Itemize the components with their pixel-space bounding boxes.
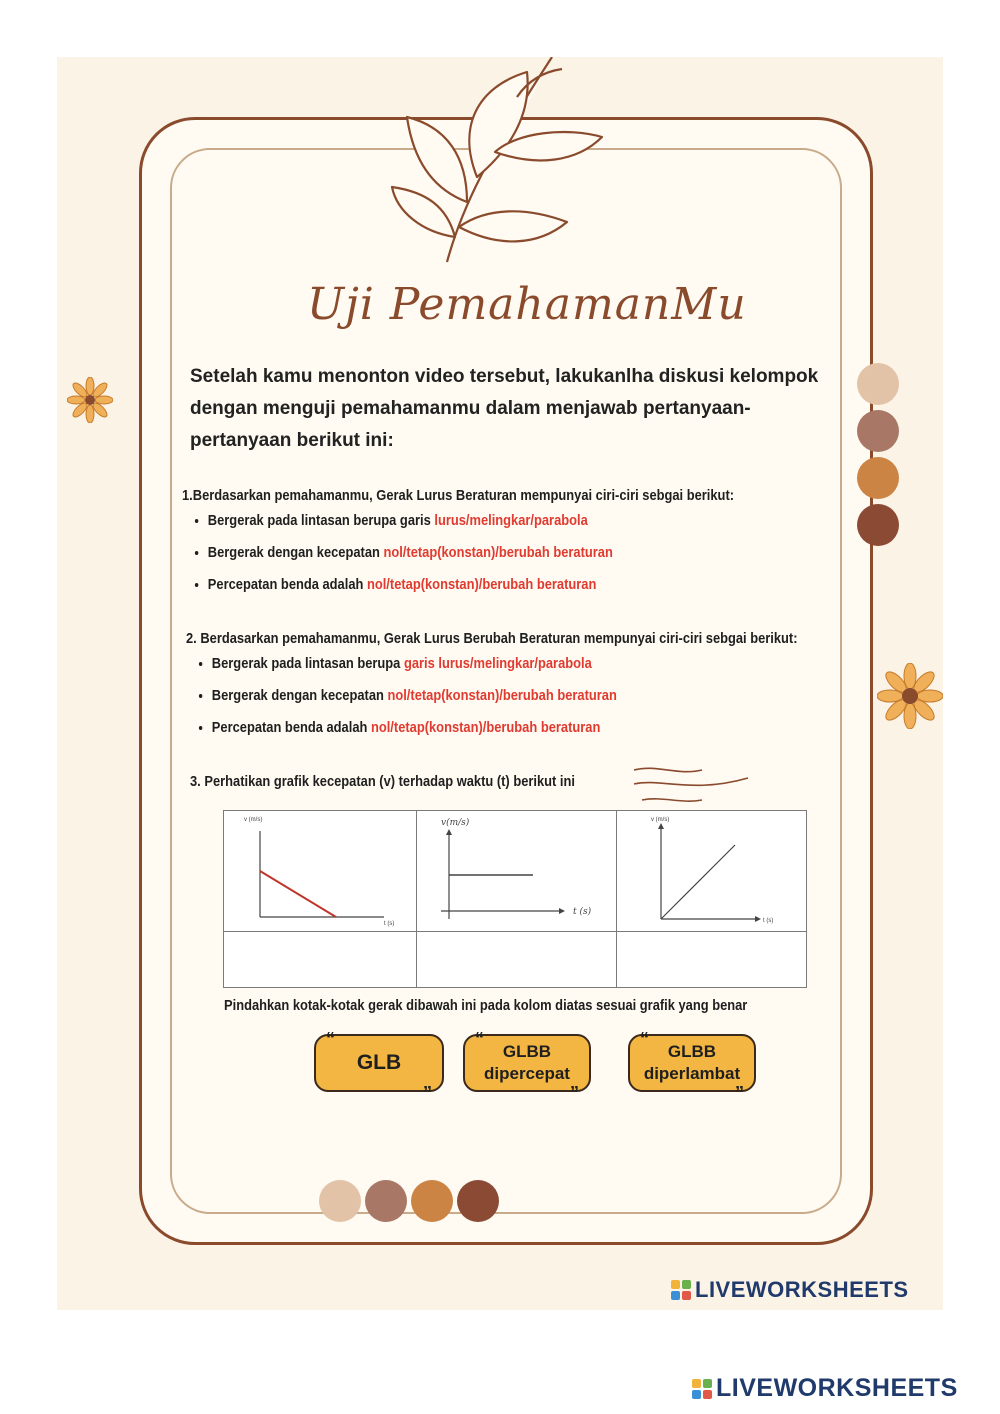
list-item [212,685,798,706]
question-3-heading: 3. Perhatikan grafik kecepatan (v) terhadap waktu (t) berikut ini [190,773,575,790]
graph-3 [617,811,807,931]
deco-dot [857,457,899,499]
question-2 [186,630,798,749]
answer-options[interactable]: nol/tetap(konstan)/berubah beraturan [387,687,617,704]
item-text: Bergerak pada lintasan berupa garis [207,512,435,529]
list-item [208,542,734,563]
wave-lines-icon [632,760,752,810]
graph-3-xlabel: t (s) [763,918,774,924]
list-item [212,717,798,738]
logo-squares-icon [692,1379,712,1399]
quote-close: ” [735,1083,744,1103]
question-1 [182,487,734,606]
item-text: Percepatan benda adalah [207,576,367,593]
deco-dot [411,1180,453,1222]
answer-options[interactable]: nol/tetap(konstan)/berubah beraturan [383,544,613,561]
item-text: Bergerak pada lintasan berupa [211,655,404,672]
graph-1 [224,811,416,931]
liveworksheets-logo-inner [671,1277,909,1303]
graph-2 [417,811,616,931]
tile-glbb-dipercepat[interactable] [463,1029,591,1103]
deco-dot [857,363,899,405]
answer-options[interactable]: nol/tetap(konstan)/berubah beraturan [366,576,597,593]
item-text: Percepatan benda adalah [211,719,371,736]
list-item [208,574,734,595]
question-1-heading: 1.Berdasarkan pemahamanmu, Gerak Lurus Beraturan mempunyai ciri-ciri sebgai berikut: [182,487,735,504]
graph-cell [417,811,617,932]
logo-squares-icon [671,1280,691,1300]
answer-options[interactable]: lurus/melingkar/parabola [434,512,588,529]
question-2-heading: 2. Berdasarkan pemahamanmu, Gerak Lurus Berubah Beraturan mempunyai ciri-ciri sebgai berikut: [186,630,798,647]
flower-left-icon [67,377,113,423]
drop-zone[interactable] [617,932,807,988]
deco-dot [319,1180,361,1222]
list-item [208,510,734,531]
deco-dot [857,410,899,452]
tile-label: diperlambat [643,1064,741,1083]
graph-1-xlabel: t (s) [384,921,395,927]
item-text: Bergerak dengan kecepatan [207,544,384,561]
item-text: Bergerak dengan kecepatan [211,687,388,704]
tile-label: GLBB [502,1042,552,1061]
deco-dot [365,1180,407,1222]
drop-zone[interactable] [224,932,417,988]
tile-glbb-diperlambat[interactable] [628,1029,756,1103]
tile-label: GLB [356,1051,402,1074]
answer-options[interactable]: garis lurus/melingkar/parabola [403,655,592,672]
quote-close: ” [423,1083,432,1103]
deco-dot [857,504,899,546]
graph-cell [224,811,417,932]
graph-table [223,810,807,988]
drag-instruction: Pindahkan kotak-kotak gerak dibawah ini pada kolom diatas sesuai grafik yang benar [224,997,748,1014]
quote-close: ” [570,1083,579,1103]
logo-text: LIVEWORKSHEETS [695,1277,909,1302]
drop-zone[interactable] [417,932,617,988]
list-item [212,653,798,674]
intro-text: Setelah kamu menonton video tersebut, lakukanlha diskusi kelompok dengan menguji pemahamanmu dalam menjawab pertanyaan-pertanyaan berikut ini: [190,366,819,451]
quote-open: “ [640,1029,649,1049]
quote-open: “ [326,1029,335,1049]
logo-text: LIVEWORKSHEETS [716,1374,958,1402]
quote-open: “ [475,1029,484,1049]
tile-glb[interactable] [314,1029,444,1103]
tile-label: GLBB [667,1042,717,1061]
deco-dot [457,1180,499,1222]
graph-2-xlabel: t (s) [573,907,592,917]
page-title: Uji PemahamanMu [307,279,747,330]
graph-1-ylabel: v (m/s) [244,817,263,823]
flower-right-icon [877,663,943,729]
graph-2-ylabel: v(m/s) [441,818,470,828]
leaf-branch-icon [367,57,607,267]
graph-cell [617,811,807,932]
answer-options[interactable]: nol/tetap(konstan)/berubah beraturan [370,719,601,736]
liveworksheets-logo-footer [692,1374,958,1403]
graph-3-ylabel: v (m/s) [651,817,670,823]
worksheet-page [57,57,943,1310]
tile-label: dipercepat [484,1064,570,1083]
